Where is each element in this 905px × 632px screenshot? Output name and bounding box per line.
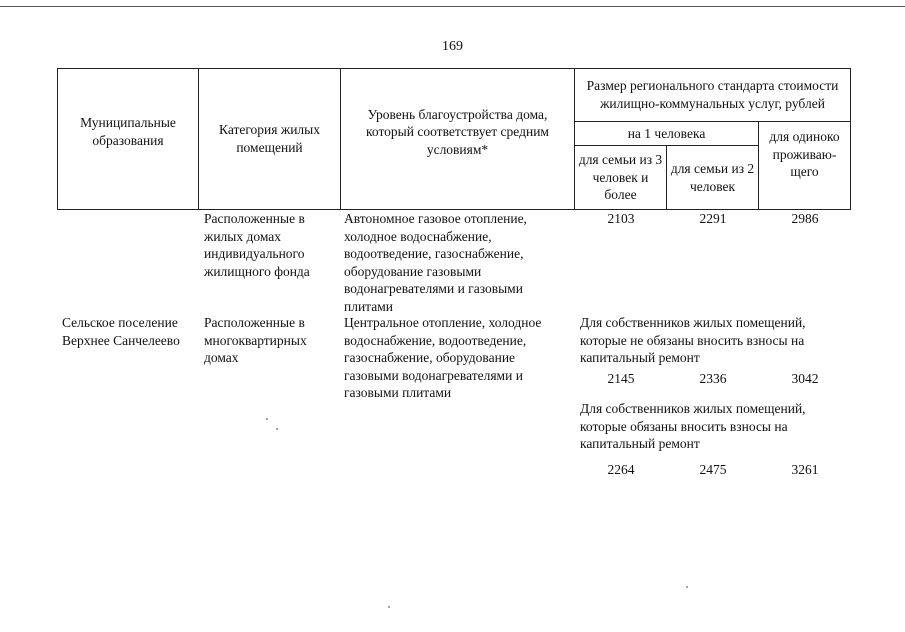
scan-speck [686,586,688,588]
header-category: Категория жилых помещений [198,68,341,210]
scan-speck [388,606,390,608]
header-municipality: Муниципальные образования [57,68,199,210]
group-note: Для собственников жилых помещений, которые обязаны вносить взносы на капитальный ремонт [580,401,806,452]
municipality-name: Сельское поселение Верхнее Санчелеево [62,315,180,348]
value-family3: 2103 [607,211,635,226]
value-single: 3042 [791,371,819,386]
value-single: 2986 [791,211,819,226]
row-category: Расположенные в многоквартирных домах [204,315,307,366]
header-per-person: на 1 человека [574,121,759,146]
header-family2: для семьи из 2 человек [666,145,759,210]
header-standard: Размер регионального стандарта стоимости жилищно-коммунальных услуг, рублей [574,68,851,122]
value-single: 3261 [791,462,819,477]
group-note: Для собственников жилых помещений, которые не обязаны вносить взносы на капитальный ремонт [580,315,806,366]
page-number: 169 [442,39,463,54]
value-family3: 2264 [607,462,635,477]
value-family2: 2475 [699,462,727,477]
row-level: Центральное отопление, холодное водоснабжение, водоотведение, газоснабжение, оборудование газовыми водонагревателями и газовыми плитами [344,315,542,401]
value-family2: 2336 [699,371,727,386]
scan-speck [276,428,278,430]
value-family3: 2145 [607,371,635,386]
header-family3: для семьи из 3 человек и более [574,145,667,210]
row-category: Расположенные в жилых домах индивидуального жилищного фонда [204,211,310,279]
header-single: для одиноко проживаю-щего [758,121,851,210]
value-family2: 2291 [699,211,727,226]
top-rule [0,6,905,7]
header-level: Уровень благоустройства дома, который соответствует средним условиям* [340,68,575,210]
row-level: Автономное газовое отопление, холодное водоснабжение, водоотведение, газоснабжение, оборудование газовыми водонагревателями и газовыми плитами [344,211,527,314]
scan-speck [266,418,268,420]
